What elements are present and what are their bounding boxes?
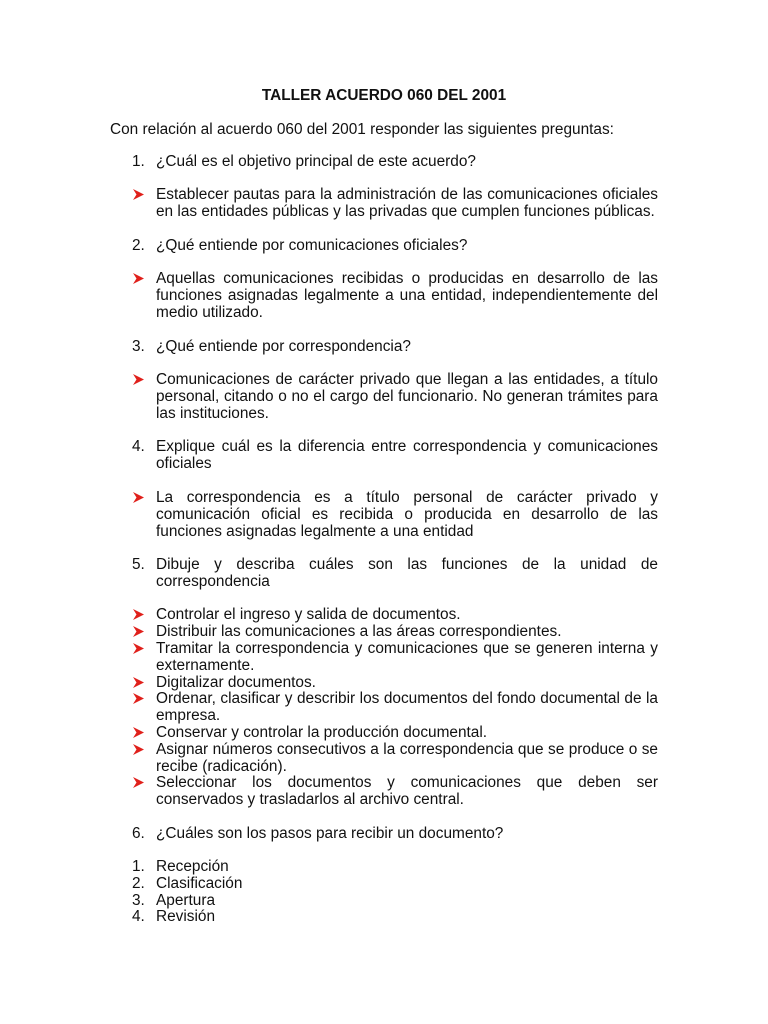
question-text: Explique cuál es la diferencia entre correspondencia y comunicaciones oficiales	[156, 438, 658, 472]
question-number: 1.	[132, 153, 145, 170]
function-text: Ordenar, clasificar y describir los documentos del fondo documental de la empresa.	[156, 690, 658, 724]
function-text: Tramitar la correspondencia y comunicaciones que se generen interna y externamente.	[156, 640, 658, 674]
red-arrowhead-bullet-icon	[132, 491, 146, 505]
function-item	[132, 640, 658, 674]
answer-3	[132, 371, 658, 422]
step-text: Apertura	[156, 892, 216, 909]
function-text: Digitalizar documentos.	[156, 674, 316, 691]
answer-1	[132, 186, 658, 220]
function-item	[132, 724, 658, 741]
function-text: Seleccionar los documentos y comunicaciones que deben ser conservados y trasladarlos al archivo central.	[156, 774, 658, 808]
step-text: Recepción	[156, 858, 229, 875]
red-arrowhead-bullet-icon	[132, 608, 146, 622]
red-arrowhead-bullet-icon	[132, 373, 146, 387]
function-item	[132, 774, 658, 808]
question-text: ¿Qué entiende por correspondencia?	[156, 338, 411, 355]
function-item	[132, 741, 658, 775]
function-item	[132, 674, 658, 691]
answer-text: Aquellas comunicaciones recibidas o producidas en desarrollo de las funciones asignadas legalmente a una entidad, independientemente del medio utilizado.	[156, 270, 658, 321]
red-arrowhead-bullet-icon	[132, 692, 146, 706]
function-text: Conservar y controlar la producción documental.	[156, 724, 488, 741]
step-text: Clasificación	[156, 875, 243, 892]
answer-text: Establecer pautas para la administración de las comunicaciones oficiales en las entidades públicas y las privadas que cumplen funciones públicas.	[156, 186, 658, 220]
function-item	[132, 690, 658, 724]
question-text: ¿Cuál es el objetivo principal de este acuerdo?	[156, 153, 476, 170]
step-item	[132, 892, 658, 909]
question-text: ¿Cuáles son los pasos para recibir un documento?	[156, 825, 504, 842]
intro-paragraph: Con relación al acuerdo 060 del 2001 responder las siguientes preguntas:	[110, 121, 614, 138]
answer-2	[132, 270, 658, 321]
function-text: Distribuir las comunicaciones a las áreas correspondientes.	[156, 623, 562, 640]
answer-text: Comunicaciones de carácter privado que llegan a las entidades, a título personal, citando o no el cargo del funcionario. No generan trámites para las instituciones.	[156, 371, 658, 422]
answer-4	[132, 489, 658, 540]
step-number: 3.	[132, 892, 145, 909]
answer-text: La correspondencia es a título personal de carácter privado y comunicación oficial es recibida o producida en desarrollo de las funciones asignadas legalmente a una entidad	[156, 489, 658, 540]
function-text: Asignar números consecutivos a la correspondencia que se produce o se recibe (radicación).	[156, 741, 658, 775]
red-arrowhead-bullet-icon	[132, 726, 146, 740]
red-arrowhead-bullet-icon	[132, 776, 146, 790]
question-1	[132, 153, 658, 170]
red-arrowhead-bullet-icon	[132, 625, 146, 639]
question-number: 4.	[132, 438, 145, 455]
document-title: TALLER ACUERDO 060 DEL 2001	[261, 87, 507, 104]
question-6	[132, 825, 658, 842]
question-number: 5.	[132, 556, 145, 573]
red-arrowhead-bullet-icon	[132, 676, 146, 690]
question-text: Dibuje y describa cuáles son las funciones de la unidad de correspondencia	[156, 556, 658, 590]
step-item	[132, 908, 658, 925]
step-text: Revisión	[156, 908, 216, 925]
question-number: 6.	[132, 825, 145, 842]
question-5	[132, 556, 658, 590]
function-item	[132, 623, 658, 640]
step-item	[132, 875, 658, 892]
step-number: 4.	[132, 908, 145, 925]
question-number: 2.	[132, 237, 145, 254]
red-arrowhead-bullet-icon	[132, 743, 146, 757]
function-text: Controlar el ingreso y salida de documentos.	[156, 606, 461, 623]
red-arrowhead-bullet-icon	[132, 642, 146, 656]
question-2	[132, 237, 658, 254]
red-arrowhead-bullet-icon	[132, 272, 146, 286]
step-number: 2.	[132, 875, 145, 892]
question-number: 3.	[132, 338, 145, 355]
red-arrowhead-bullet-icon	[132, 188, 146, 202]
step-number: 1.	[132, 858, 145, 875]
question-3	[132, 338, 658, 355]
question-text: ¿Qué entiende por comunicaciones oficiales?	[156, 237, 468, 254]
function-item	[132, 606, 658, 623]
question-4	[132, 438, 658, 472]
step-item	[132, 858, 658, 875]
